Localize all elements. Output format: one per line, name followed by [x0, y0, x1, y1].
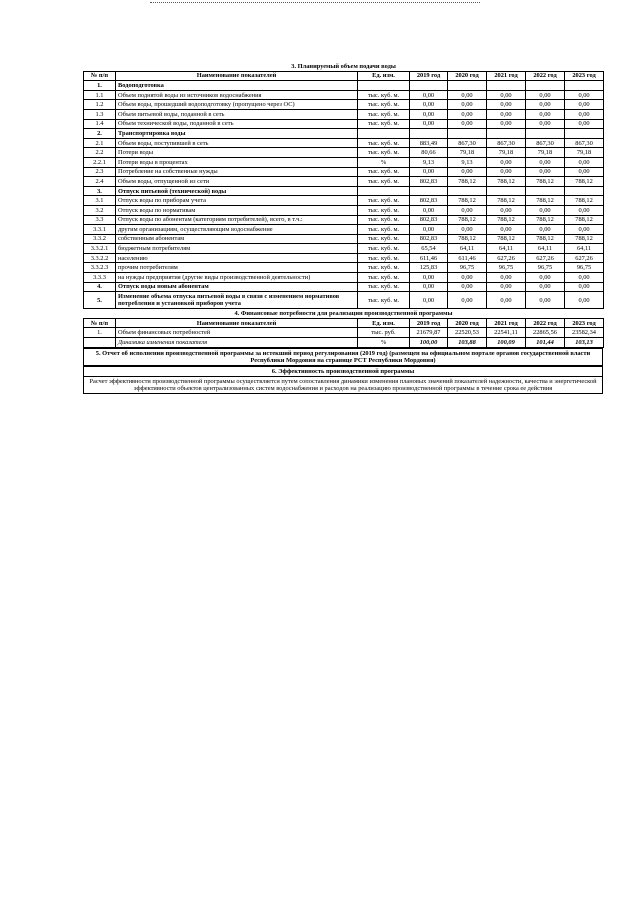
table-row [84, 263, 604, 273]
row-value: 0,00 [410, 100, 448, 110]
table-row [84, 205, 604, 215]
table-row [84, 167, 604, 177]
row-value: 96,75 [487, 263, 526, 273]
row-value: 867,30 [448, 138, 487, 148]
section4-title: 4. Финансовые потребности для реализации производственной программы [84, 309, 604, 318]
row-unit [358, 186, 410, 196]
row-number: 2.3 [84, 167, 116, 177]
row-value [410, 186, 448, 196]
row-value: 0,00 [526, 282, 565, 292]
row-value: 0,00 [526, 225, 565, 235]
table-row [84, 282, 604, 292]
row-number: 4. [84, 282, 116, 292]
row-name: населению [116, 253, 358, 263]
row-value: 0,00 [410, 273, 448, 283]
row-value: 0,00 [487, 167, 526, 177]
table-row [84, 253, 604, 263]
section3-header-cell: № п/п [84, 71, 116, 81]
row-value: 0,00 [448, 167, 487, 177]
row-unit: тыс. куб. м. [358, 244, 410, 254]
table-row [84, 328, 604, 338]
row-value: 788,12 [448, 177, 487, 187]
row-value: 9,13 [410, 157, 448, 167]
row-value [410, 129, 448, 139]
section6-table [83, 366, 603, 394]
row-number: 1. [84, 81, 116, 91]
row-number: 3.1 [84, 196, 116, 206]
section6-title: 6. Эффективность производственной программы [84, 366, 603, 376]
row-value: 0,00 [410, 167, 448, 177]
row-name: Потери воды [116, 148, 358, 158]
section4-table [83, 309, 604, 347]
row-value [448, 186, 487, 196]
section3-header-cell: Ед. изм. [358, 71, 410, 81]
row-name: на нужды предприятия (другие виды производственной деятельности) [116, 273, 358, 283]
row-name: собственным абонентам [116, 234, 358, 244]
row-number: 3.3.3 [84, 273, 116, 283]
row-value [526, 129, 565, 139]
row-value: 0,00 [565, 225, 604, 235]
row-unit [358, 129, 410, 139]
section4-header-cell: 2022 год [526, 318, 565, 328]
row-unit: тыс. руб. [358, 328, 410, 338]
row-number: 1.3 [84, 109, 116, 119]
table-row [84, 100, 604, 110]
row-value: 64,11 [565, 244, 604, 254]
row-number: 5. [84, 292, 116, 309]
row-number: 3.3.1 [84, 225, 116, 235]
row-value: 788,12 [487, 234, 526, 244]
row-unit: тыс. куб. м. [358, 148, 410, 158]
row-value: 0,00 [410, 292, 448, 309]
section4-header-cell: 2020 год [448, 318, 487, 328]
row-unit: тыс. куб. м. [358, 138, 410, 148]
row-value: 0,00 [410, 109, 448, 119]
row-unit: тыс. куб. м. [358, 177, 410, 187]
row-value: 0,00 [526, 205, 565, 215]
row-value: 802,83 [410, 234, 448, 244]
row-number: 1.4 [84, 119, 116, 129]
table-row [84, 196, 604, 206]
row-unit: тыс. куб. м. [358, 292, 410, 309]
row-unit: тыс. куб. м. [358, 196, 410, 206]
row-value: 0,00 [410, 90, 448, 100]
row-value: 79,18 [565, 148, 604, 158]
row-number: 2. [84, 129, 116, 139]
row-number: 3.3.2.3 [84, 263, 116, 273]
row-unit: % [358, 157, 410, 167]
row-value: 22541,11 [487, 328, 526, 338]
row-value: 0,00 [448, 282, 487, 292]
row-unit: тыс. куб. м. [358, 109, 410, 119]
row-unit: тыс. куб. м. [358, 205, 410, 215]
row-value: 0,00 [565, 90, 604, 100]
section4-header-cell: 2023 год [565, 318, 604, 328]
row-name: Объем воды, прошедший водоподготовку (пропущено через ОС) [116, 100, 358, 110]
row-number: 3.2 [84, 205, 116, 215]
row-value: 0,00 [448, 205, 487, 215]
document [83, 62, 603, 394]
row-unit: тыс. куб. м. [358, 263, 410, 273]
table-row [84, 215, 604, 225]
row-name: Объем воды, отпущенной из сети [116, 177, 358, 187]
row-value: 100,00 [410, 338, 448, 348]
row-unit: тыс. куб. м. [358, 253, 410, 263]
table-row [84, 119, 604, 129]
row-name: Потери воды в процентах [116, 157, 358, 167]
row-name: Отпуск воды по абонентам (категориям потребителей), всего, в т.ч.: [116, 215, 358, 225]
section3-header-cell: 2021 год [487, 71, 526, 81]
row-value: 100,09 [487, 338, 526, 348]
row-number: 1.2 [84, 100, 116, 110]
table-row [84, 148, 604, 158]
row-value: 788,12 [487, 215, 526, 225]
row-value: 64,11 [526, 244, 565, 254]
row-value: 0,00 [526, 167, 565, 177]
row-value: 21679,87 [410, 328, 448, 338]
row-value [487, 81, 526, 91]
row-name: Объем технической воды, поданной в сеть [116, 119, 358, 129]
row-value: 611,46 [448, 253, 487, 263]
row-value [526, 81, 565, 91]
row-value: 79,18 [448, 148, 487, 158]
row-name: Объем финансовых потребностей [116, 328, 358, 338]
row-value: 65,54 [410, 244, 448, 254]
row-unit: тыс. куб. м. [358, 234, 410, 244]
table-row [84, 157, 604, 167]
row-value: 788,12 [487, 177, 526, 187]
row-name: Объем питьевой воды, поданной в сеть [116, 109, 358, 119]
row-value: 0,00 [487, 90, 526, 100]
table-row [84, 292, 604, 309]
table-row [84, 177, 604, 187]
section4-header-cell: Ед. изм. [358, 318, 410, 328]
row-value: 0,00 [487, 292, 526, 309]
row-value: 22865,56 [526, 328, 565, 338]
row-value: 0,00 [410, 119, 448, 129]
row-value: 788,12 [526, 196, 565, 206]
row-value: 627,26 [526, 253, 565, 263]
row-value: 0,00 [565, 167, 604, 177]
row-value: 788,12 [448, 234, 487, 244]
row-value: 788,12 [526, 234, 565, 244]
row-value: 0,00 [487, 100, 526, 110]
section3-title: 3. Планируемый объем подачи воды [84, 62, 604, 71]
row-value: 788,12 [448, 215, 487, 225]
row-number: 2.2 [84, 148, 116, 158]
row-name: Отпуск воды по нормативам [116, 205, 358, 215]
table-row [84, 109, 604, 119]
row-unit: тыс. куб. м. [358, 215, 410, 225]
scan-artifact [150, 2, 480, 7]
row-value: 627,26 [565, 253, 604, 263]
row-value: 0,00 [565, 205, 604, 215]
row-number: 2.1 [84, 138, 116, 148]
section3-header-cell: 2020 год [448, 71, 487, 81]
row-value: 103,88 [448, 338, 487, 348]
section4-header-cell: 2021 год [487, 318, 526, 328]
row-value [487, 186, 526, 196]
row-name: Объем поднятой воды из источников водоснабжения [116, 90, 358, 100]
row-value: 96,75 [565, 263, 604, 273]
section3-header-cell: 2019 год [410, 71, 448, 81]
row-value: 802,83 [410, 215, 448, 225]
table-row [84, 129, 604, 139]
row-value: 0,00 [448, 273, 487, 283]
row-value: 867,30 [526, 138, 565, 148]
table-row [84, 244, 604, 254]
row-name: Отпуск воды новым абонентам [116, 282, 358, 292]
row-value: 103,13 [565, 338, 604, 348]
row-value: 627,26 [487, 253, 526, 263]
row-name: Водоподготовка [116, 81, 358, 91]
row-value: 883,49 [410, 138, 448, 148]
row-name: Объем воды, поступившей в сеть [116, 138, 358, 148]
section5-table [83, 348, 603, 366]
row-value: 0,00 [448, 100, 487, 110]
row-value: 802,83 [410, 177, 448, 187]
row-name: Отпуск воды по приборам учета [116, 196, 358, 206]
row-value [487, 129, 526, 139]
row-value: 0,00 [410, 282, 448, 292]
section6-text: Расчет эффективности производственной программы осуществляется путем сопоставления динамики изменения плановых значений показателей надежности, качества и энергетической эффективности объектов централизованных систем водоснабжения и расходов на реализацию производственной программы в течение срока ее действия [84, 376, 603, 393]
table-row [84, 225, 604, 235]
row-value: 0,00 [565, 157, 604, 167]
row-name: Отпуск питьевой (технической) воды [116, 186, 358, 196]
row-number: 2.2.1 [84, 157, 116, 167]
row-value: 0,00 [565, 292, 604, 309]
row-value [565, 81, 604, 91]
row-value: 867,30 [565, 138, 604, 148]
row-value: 0,00 [565, 100, 604, 110]
row-name: бюджетным потребителям [116, 244, 358, 254]
row-name: Потребление на собственные нужды [116, 167, 358, 177]
row-value: 788,12 [565, 196, 604, 206]
row-value [410, 81, 448, 91]
row-value: 96,75 [526, 263, 565, 273]
section4-header-cell: Наименование показателей [116, 318, 358, 328]
row-value: 788,12 [526, 177, 565, 187]
row-value: 0,00 [565, 109, 604, 119]
row-value: 9,13 [448, 157, 487, 167]
row-value [565, 186, 604, 196]
row-value: 0,00 [487, 282, 526, 292]
row-number: 2.4 [84, 177, 116, 187]
row-value: 788,12 [565, 234, 604, 244]
row-value: 0,00 [526, 90, 565, 100]
row-name: Транспортировка воды [116, 129, 358, 139]
row-number: 3.3.2 [84, 234, 116, 244]
row-value: 22520,53 [448, 328, 487, 338]
row-number: 3.3.2.1 [84, 244, 116, 254]
row-number: 1.1 [84, 90, 116, 100]
row-number [84, 338, 116, 348]
row-name: прочим потребителям [116, 263, 358, 273]
row-value: 0,00 [448, 119, 487, 129]
row-value: 0,00 [487, 205, 526, 215]
row-unit: тыс. куб. м. [358, 225, 410, 235]
row-value: 0,00 [487, 119, 526, 129]
row-unit: тыс. куб. м. [358, 273, 410, 283]
row-value [526, 186, 565, 196]
row-value: 0,00 [487, 273, 526, 283]
row-value: 0,00 [448, 225, 487, 235]
table-row [84, 138, 604, 148]
row-value [448, 129, 487, 139]
row-number: 3.3 [84, 215, 116, 225]
table-row [84, 90, 604, 100]
row-value: 788,12 [565, 215, 604, 225]
section5-title: 5. Отчет об исполнении производственной программы за истекший период регулирования (2019 год) (размещен на официальном портале органов государственной власти Республики Мордовия на странице РСТ Республики Мордовия) [84, 348, 603, 365]
row-value: 0,00 [565, 282, 604, 292]
row-value: 0,00 [526, 157, 565, 167]
row-value: 0,00 [526, 273, 565, 283]
row-unit [358, 81, 410, 91]
row-value: 0,00 [448, 109, 487, 119]
section3-header-cell: Наименование показателей [116, 71, 358, 81]
row-value: 0,00 [526, 100, 565, 110]
row-value: 0,00 [410, 205, 448, 215]
row-value: 611,46 [410, 253, 448, 263]
row-value [448, 81, 487, 91]
row-unit: тыс. куб. м. [358, 167, 410, 177]
row-value: 101,44 [526, 338, 565, 348]
row-value: 0,00 [526, 119, 565, 129]
row-value [565, 129, 604, 139]
row-value: 0,00 [487, 157, 526, 167]
row-value: 0,00 [565, 119, 604, 129]
row-unit: тыс. куб. м. [358, 100, 410, 110]
table-row [84, 234, 604, 244]
row-value: 867,30 [487, 138, 526, 148]
row-number: 1. [84, 328, 116, 338]
row-value: 64,11 [487, 244, 526, 254]
row-value: 788,12 [565, 177, 604, 187]
table-row [84, 186, 604, 196]
row-value: 788,12 [487, 196, 526, 206]
row-value: 0,00 [410, 225, 448, 235]
table-row [84, 273, 604, 283]
row-name: Динамика изменения показателя [116, 338, 358, 348]
row-value: 788,12 [448, 196, 487, 206]
table-row [84, 81, 604, 91]
row-value: 96,75 [448, 263, 487, 273]
row-value: 64,11 [448, 244, 487, 254]
section4-header-cell: № п/п [84, 318, 116, 328]
table-row [84, 338, 604, 348]
row-unit: тыс. куб. м. [358, 119, 410, 129]
row-number: 3. [84, 186, 116, 196]
section3-header-cell: 2023 год [565, 71, 604, 81]
section3-header-cell: 2022 год [526, 71, 565, 81]
row-unit: тыс. куб. м. [358, 90, 410, 100]
row-value: 80,66 [410, 148, 448, 158]
row-value: 0,00 [526, 292, 565, 309]
row-value: 0,00 [448, 292, 487, 309]
section4-header-cell: 2019 год [410, 318, 448, 328]
row-unit: % [358, 338, 410, 348]
row-value: 0,00 [526, 109, 565, 119]
row-name: Изменение объема отпуска питьевой воды в связи с изменением нормативов потребления и установкой приборов учета [116, 292, 358, 309]
row-value: 0,00 [487, 225, 526, 235]
row-value: 0,00 [448, 90, 487, 100]
row-value: 79,18 [526, 148, 565, 158]
row-value: 23582,34 [565, 328, 604, 338]
row-number: 3.3.2.2 [84, 253, 116, 263]
row-value: 0,00 [487, 109, 526, 119]
row-name: другим организациям, осуществляющим водоснабжение [116, 225, 358, 235]
row-value: 802,83 [410, 196, 448, 206]
row-unit: тыс. куб. м. [358, 282, 410, 292]
row-value: 79,18 [487, 148, 526, 158]
section3-table [83, 62, 604, 309]
row-value: 125,83 [410, 263, 448, 273]
row-value: 0,00 [565, 273, 604, 283]
row-value: 788,12 [526, 215, 565, 225]
